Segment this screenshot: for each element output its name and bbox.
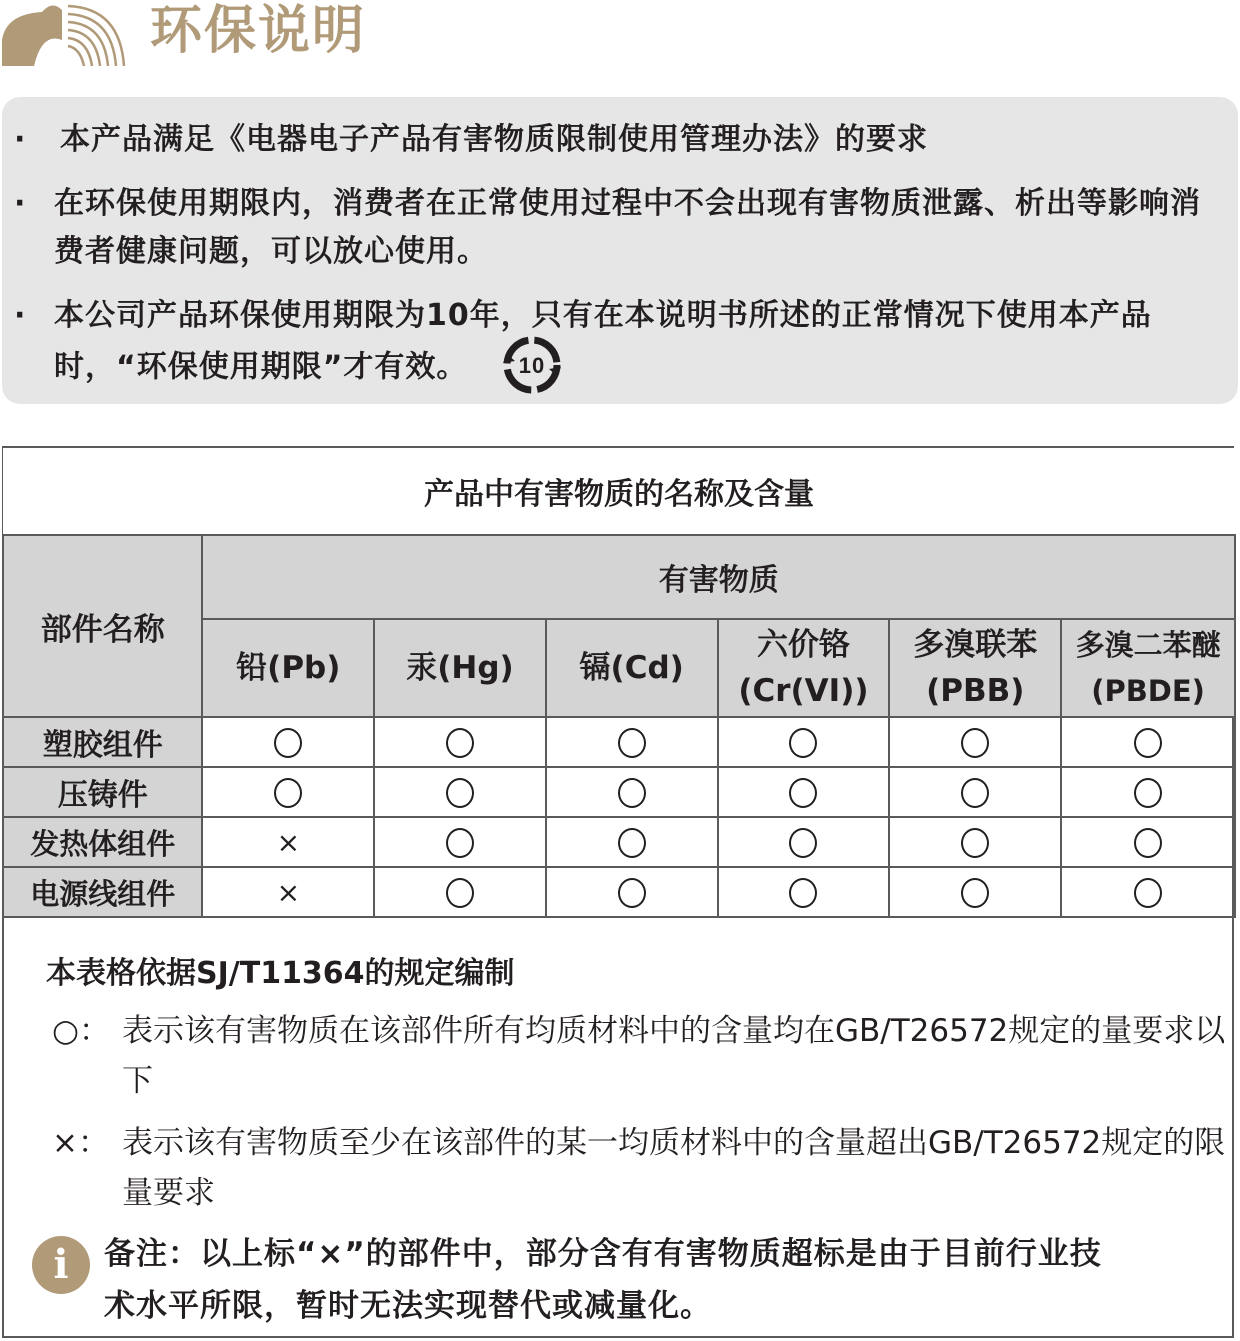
- substance-mark-cell: [889, 817, 1061, 867]
- substance-mark-cell: [374, 767, 546, 817]
- substance-mark-cell: [374, 717, 546, 767]
- compliant-circle-mark: [446, 778, 474, 808]
- substance-header: [889, 619, 1061, 717]
- part-name-cell: 压铸件: [3, 767, 202, 817]
- compliant-circle-mark: [1134, 728, 1162, 758]
- substance-formula: (PBB): [926, 673, 1025, 709]
- info-item-text-body: 本公司产品环保使用期限为10年，只有在本说明书所述的正常情况下使用本产品时，“环保使用期限”才有效。: [54, 298, 1152, 385]
- part-name-cell: 电源线组件: [3, 867, 202, 917]
- substance-mark-cell: [718, 867, 890, 917]
- compliant-circle-mark: [961, 828, 989, 858]
- substance-mark-cell: [374, 867, 546, 917]
- page-title: 环保说明: [150, 1, 367, 61]
- substance-mark-cell: [374, 817, 546, 867]
- compliant-circle-mark: [446, 728, 474, 758]
- exceeds-cross-mark: ×: [276, 875, 301, 909]
- substance-mark-cell: [202, 817, 374, 867]
- substance-header: [546, 619, 718, 717]
- compliant-circle-mark: [618, 728, 646, 758]
- substance-header: [1061, 619, 1235, 717]
- info-item-text: [54, 292, 1220, 396]
- hazard-substance-header: 有害物质: [202, 535, 1235, 619]
- compliant-circle-mark: [618, 778, 646, 808]
- substance-formula: (Cr(VI)): [738, 673, 869, 709]
- table-body: [3, 717, 1235, 917]
- bullet-dot: ·: [14, 186, 27, 221]
- substance-mark-cell: [718, 767, 890, 817]
- legend-text: 表示该有害物质至少在该部件的某一均质材料中的含量超出GB/T26572规定的限量要求: [122, 1125, 1226, 1211]
- info-item-text: 本产品满足《电器电子产品有害物质限制使用管理办法》的要求: [60, 122, 928, 157]
- standard-basis-note: 本表格依据SJ/T11364的规定编制: [46, 956, 515, 991]
- remark-text: 备注：以上标“×”的部件中，部分含有有害物质超标是由于目前行业技术水平所限，暂时无法实现替代或减量化。: [104, 1236, 1102, 1324]
- hazard-table: [2, 448, 1236, 918]
- substance-mark-cell: [546, 867, 718, 917]
- substance-name: 汞(Hg): [406, 650, 514, 686]
- substance-mark-cell: [718, 717, 890, 767]
- legend-symbol: ×：: [52, 1125, 109, 1161]
- table-title: 产品中有害物质的名称及含量: [3, 448, 1235, 535]
- page-header: [0, 0, 1240, 80]
- substance-header: [718, 619, 890, 717]
- part-name-cell: 发热体组件: [3, 817, 202, 867]
- substance-name: 铅(Pb): [236, 650, 341, 686]
- substance-mark-cell: [889, 767, 1061, 817]
- compliant-circle-mark: [789, 728, 817, 758]
- compliant-circle-mark: [961, 728, 989, 758]
- legend-text: 表示该有害物质在该部件所有均质材料中的含量均在GB/T26572规定的量要求以下: [122, 1013, 1226, 1099]
- compliant-circle-mark: [961, 778, 989, 808]
- compliant-circle-mark: [618, 878, 646, 908]
- substance-mark-cell: [718, 817, 890, 867]
- compliant-circle-mark: [789, 878, 817, 908]
- table-row: [3, 817, 1235, 867]
- table-row: [3, 717, 1235, 767]
- compliant-circle-mark: [789, 828, 817, 858]
- substance-mark-cell: [202, 717, 374, 767]
- substance-name: 镉(Cd): [579, 650, 684, 686]
- bullet-dot: ·: [14, 122, 27, 157]
- legend-symbol: ○：: [52, 1013, 111, 1049]
- substance-name: 六价铬: [756, 627, 850, 663]
- compliant-circle-mark: [1134, 778, 1162, 808]
- rainbow-logo-icon: [2, 0, 132, 70]
- compliant-circle-mark: [789, 778, 817, 808]
- table-row: [3, 767, 1235, 817]
- substance-header: [202, 619, 374, 717]
- compliant-circle-mark: [446, 828, 474, 858]
- substance-name: 多溴二苯醚: [1075, 628, 1221, 662]
- substance-mark-cell: [546, 817, 718, 867]
- substance-mark-cell: [1061, 817, 1235, 867]
- substance-mark-cell: [202, 767, 374, 817]
- substance-mark-cell: [889, 867, 1061, 917]
- info-icon: i: [32, 1236, 90, 1294]
- substance-formula: (PBDE): [1091, 674, 1205, 708]
- compliant-circle-mark: [274, 728, 302, 758]
- badge-number: 10: [519, 353, 546, 378]
- info-item-text: 在环保使用期限内，消费者在正常使用过程中不会出现有害物质泄露、析出等影响消费者健康问题，可以放心使用。: [54, 186, 1201, 269]
- compliant-circle-mark: [446, 878, 474, 908]
- substance-mark-cell: [1061, 717, 1235, 767]
- compliant-circle-mark: [618, 828, 646, 858]
- part-name-cell: 塑胶组件: [3, 717, 202, 767]
- substance-mark-cell: [202, 867, 374, 917]
- substance-mark-cell: [1061, 767, 1235, 817]
- compliant-circle-mark: [1134, 828, 1162, 858]
- substance-header: [374, 619, 546, 717]
- substance-mark-cell: [546, 767, 718, 817]
- table-row: [3, 867, 1235, 917]
- hazard-table-frame: [2, 446, 1234, 1338]
- substance-mark-cell: [1061, 867, 1235, 917]
- bullet-dot: ·: [14, 298, 27, 333]
- compliant-circle-mark: [961, 878, 989, 908]
- compliant-circle-mark: [1134, 878, 1162, 908]
- exceeds-cross-mark: ×: [276, 825, 301, 859]
- part-name-header: 部件名称: [3, 535, 202, 717]
- substance-name: 多溴联苯: [913, 627, 1038, 663]
- compliant-circle-mark: [274, 778, 302, 808]
- substance-mark-cell: [546, 717, 718, 767]
- eco-10-year-badge-icon: [501, 334, 563, 396]
- substance-mark-cell: [889, 717, 1061, 767]
